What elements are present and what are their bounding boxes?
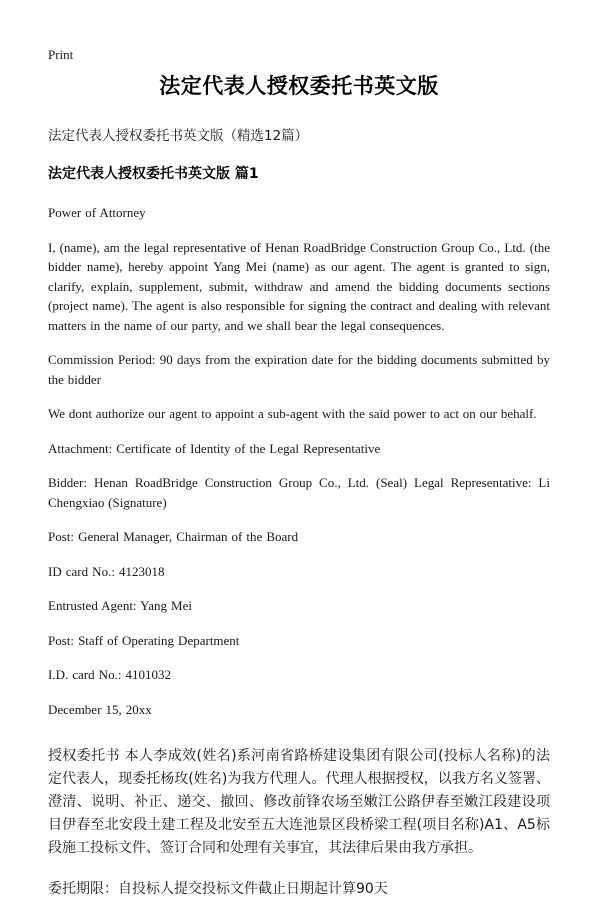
paragraph-post-representative: Post: General Manager, Chairman of the Board (48, 529, 299, 544)
page-title: 法定代表人授权委托书英文版 (159, 74, 439, 98)
paragraph-sub-agent-clause: We dont authorize our agent to appoint a sub-agent with the said power to act on our behalf. (48, 406, 537, 421)
power-of-attorney-heading: Power of Attorney (48, 205, 146, 220)
paragraph-bidder: Bidder: Henan RoadBridge Construction Group Co., Ltd. (Seal) Legal Representative: Li Chengxiao (Signature) (48, 475, 550, 510)
chinese-paragraph-commission-period: 委托期限：自投标人提交投标文件截止日期起计算90天 (48, 881, 388, 897)
document-subtitle: 法定代表人授权委托书英文版（精选12篇） (48, 128, 309, 144)
paragraph-attachment: Attachment: Certificate of Identity of the Legal Representative (48, 440, 381, 456)
paragraph-post-agent: Post: Staff of Operating Department (48, 632, 240, 648)
print-button[interactable]: Print (48, 47, 74, 62)
paragraph-id-card-representative: ID card No.: 4123018 (48, 563, 165, 579)
paragraph-entrusted-agent: Entrusted Agent: Yang Mei (48, 598, 192, 613)
paragraph-commission-period: Commission Period: 90 days from the expiration date for the bidding documents submitted by the bidder (48, 352, 550, 387)
paragraph-appointment: I, (name), am the legal representative of Henan RoadBridge Construction Group Co., Ltd. (the bidder name), hereby appoint Yang Mei (name) as our agent. The agent is granted to sign, clarify, explain, supplement, submit, withdraw and amend the bidding documents sections (project name). The agent is also responsible for signing the contract and dealing with relevant matters in the name of our party, and we shall bear the legal consequences. (48, 239, 550, 333)
paragraph-date: December 15, 20xx (48, 701, 152, 717)
section-spacer (48, 734, 550, 745)
chinese-paragraph-authorization: 授权委托书 本人李成效(姓名)系河南省路桥建设集团有限公司(投标人名称)的法定代表人，现委托杨玫(姓名)为我方代理人。代理人根据授权，以我方名义签署、澄清、说明、补正、递交、撤回、修改前锋农场至嫩江公路伊春至嫩江段建设项目伊春至北安段土建工程及北安至五大连池景区段桥梁工程(项目名称)A1、A5标段施工投标文件、签订合同和处理有关事宜，其法律后果由我方承担。 (48, 748, 550, 856)
section-heading: 法定代表人授权委托书英文版 篇1 (48, 166, 259, 182)
document-content (48, 72, 550, 901)
paragraph-id-card-agent: I.D. card No.: 4101032 (48, 667, 171, 682)
